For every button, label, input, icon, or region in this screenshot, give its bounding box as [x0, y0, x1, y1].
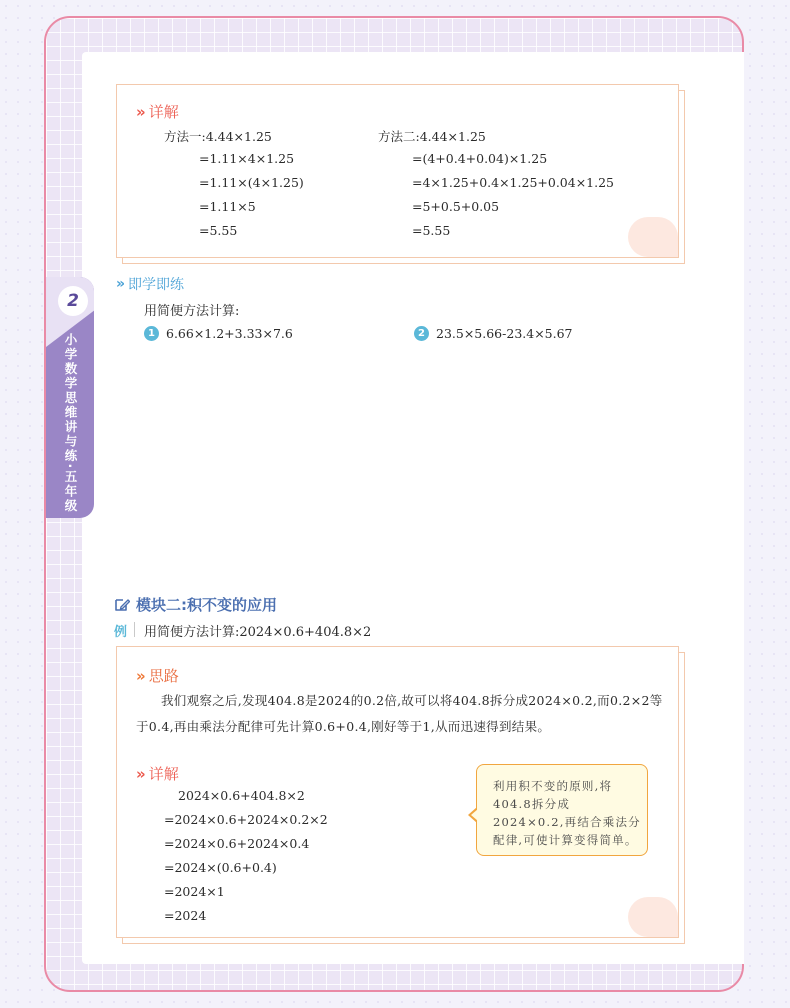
- side-tab: [46, 277, 94, 518]
- solution-step: 2024×0.6+404.8×2: [178, 788, 305, 803]
- corner-blob: [628, 897, 678, 937]
- tip-text: 利用积不变的原则,将404.8拆分成2024×0.2,再结合乘法分配律,可使计算变得简单。: [493, 779, 641, 847]
- chevron-icon: »: [116, 276, 123, 292]
- method1-line: =1.11×4×1.25: [199, 151, 295, 166]
- solution-step: =2024: [164, 908, 207, 923]
- chevron-icon: »: [136, 666, 143, 685]
- detail-header-1: [136, 101, 179, 122]
- thinking-header-label: 思路: [148, 667, 179, 685]
- module-title: [114, 594, 277, 615]
- corner-blob: [628, 217, 678, 257]
- method2-line: =(4+0.4+0.04)×1.25: [412, 151, 548, 166]
- solution-step: =2024×0.6+2024×0.4: [164, 836, 310, 851]
- method2-line: =4×1.25+0.4×1.25+0.04×1.25: [412, 175, 615, 190]
- example-divider: [134, 622, 135, 637]
- method2-line: 方法二:4.44×1.25: [378, 129, 486, 144]
- chevron-icon: »: [136, 102, 143, 121]
- method1-line: =5.55: [199, 223, 238, 238]
- practice-item: 6.66×1.2+3.33×7.6: [166, 326, 293, 341]
- practice-header-label: 即学即练: [128, 277, 185, 293]
- example-text: 用简便方法计算:2024×0.6+404.8×2: [144, 625, 372, 640]
- thinking-paragraph: 我们观察之后,发现404.8是2024的0.2倍,故可以将404.8拆分成2024×0.2,而0.2×2等于0.4,再由乘法分配律可先计算0.6+0.4,刚好等于1,从而迅速得到结果。: [136, 693, 663, 734]
- solution-step: =2024×(0.6+0.4): [164, 860, 277, 875]
- chapter-number: 2: [58, 286, 88, 316]
- solution-step: =2024×0.6+2024×0.2×2: [164, 812, 328, 827]
- practice-item: 23.5×5.66-23.4×5.67: [436, 326, 573, 341]
- item-number-badge: 1: [144, 326, 159, 341]
- detail-header-2: [136, 763, 179, 784]
- method2-line: =5+0.5+0.05: [412, 199, 500, 214]
- detail-header-label: 详解: [148, 765, 179, 783]
- callout-tail-inner: [471, 809, 478, 821]
- book-title-text: 小学数学思维讲与练·五年级: [63, 333, 78, 514]
- method1-line: 方法一:4.44×1.25: [164, 129, 272, 144]
- tip-callout: [476, 764, 648, 856]
- thinking-header: [136, 665, 179, 686]
- practice-instruction: 用简便方法计算:: [144, 304, 240, 319]
- module-title-text: 模块二:积不变的应用: [136, 596, 277, 614]
- practice-header: [116, 274, 184, 294]
- solution-step: =2024×1: [164, 884, 225, 899]
- item-number-badge: 2: [414, 326, 429, 341]
- chevron-icon: »: [136, 764, 143, 783]
- example-label: 例: [114, 625, 128, 640]
- detail-header-label: 详解: [148, 103, 179, 121]
- method1-line: =1.11×5: [199, 199, 256, 214]
- pencil-icon: [114, 598, 130, 612]
- book-title: [46, 333, 94, 514]
- method1-line: =1.11×(4×1.25): [199, 175, 304, 190]
- method2-line: =5.55: [412, 223, 451, 238]
